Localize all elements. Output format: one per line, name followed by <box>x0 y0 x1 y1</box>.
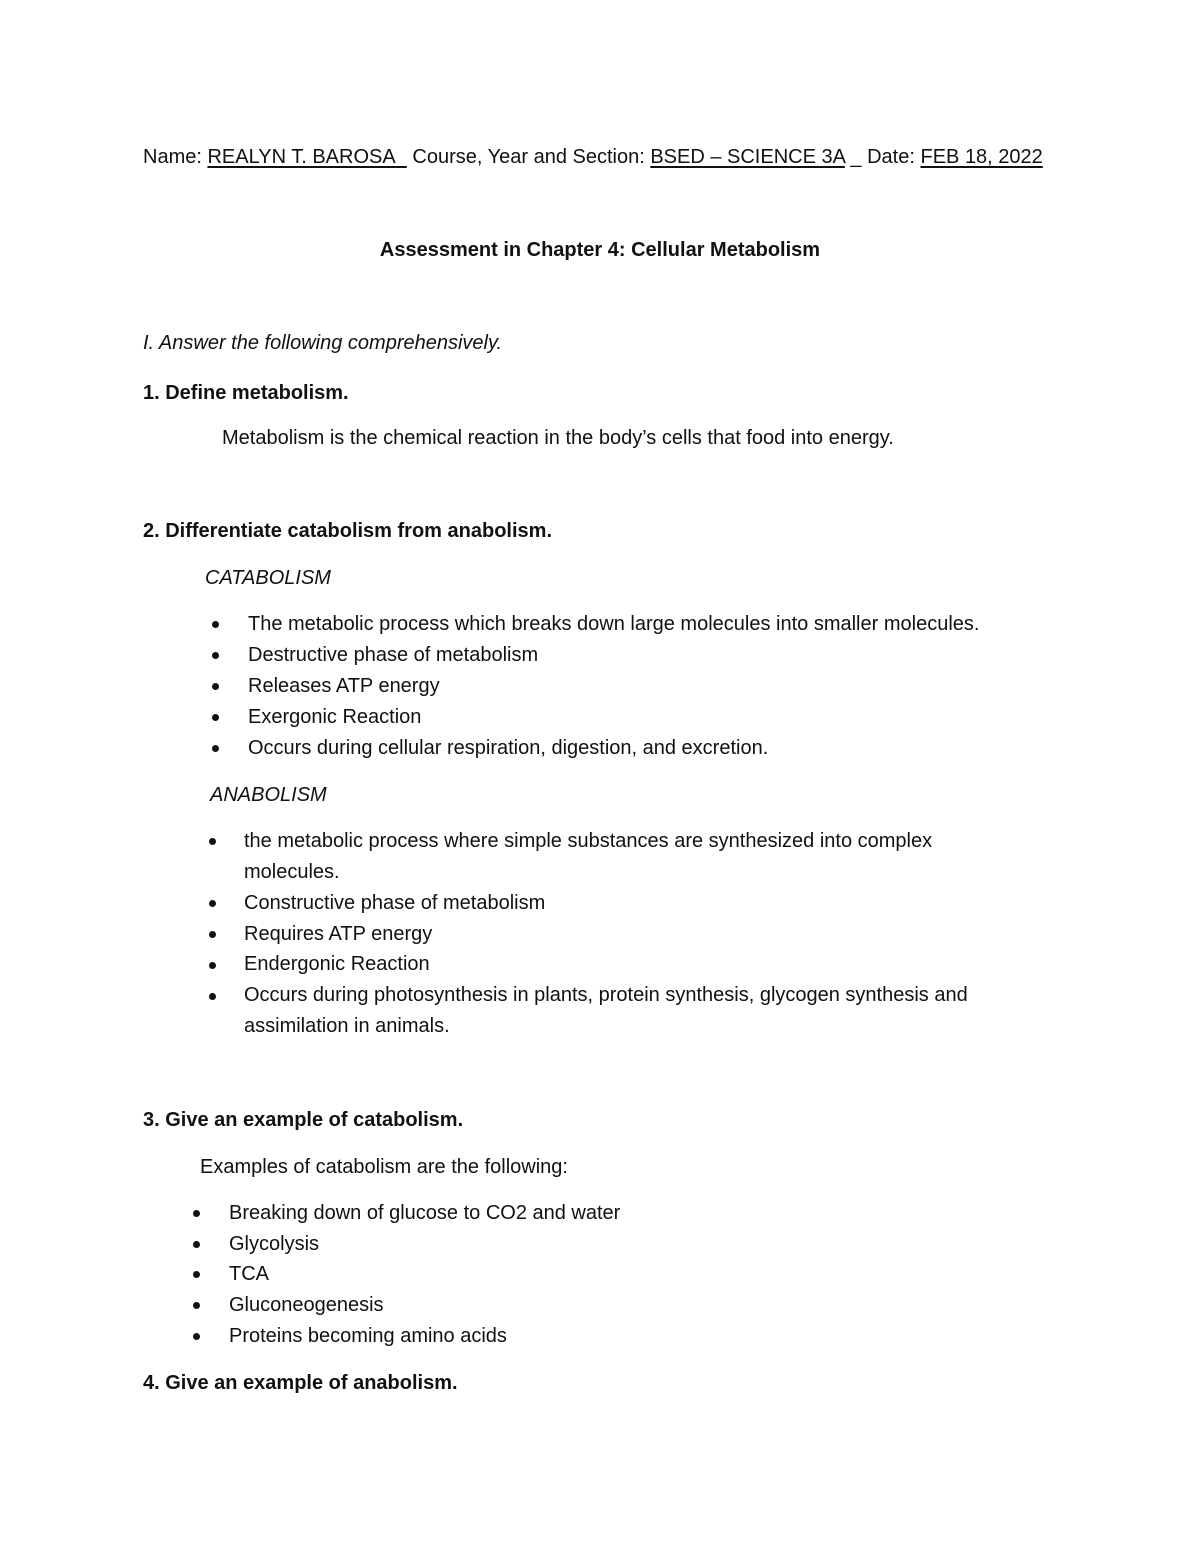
bullet-icon <box>209 931 216 938</box>
examples-intro: Examples of catabolism are the following: <box>200 1156 568 1178</box>
bullet-icon <box>193 1210 200 1217</box>
list-item: Requires ATP energy <box>244 923 433 945</box>
list-item: Endergonic Reaction <box>244 953 430 975</box>
bullet-icon <box>209 962 216 969</box>
bullet-icon <box>193 1302 200 1309</box>
list-item: Exergonic Reaction <box>248 706 422 728</box>
question-3: 3. Give an example of catabolism. <box>143 1109 464 1131</box>
list-item: The metabolic process which breaks down large molecules into smaller molecules. <box>248 613 980 635</box>
bullet-icon <box>209 993 216 1000</box>
list-item-continuation: molecules. <box>244 861 340 883</box>
list-item: Occurs during photosynthesis in plants, protein synthesis, glycogen synthesis and <box>244 984 968 1006</box>
list-item: Occurs during cellular respiration, digestion, and excretion. <box>248 737 769 759</box>
name-value: REALYN T. BAROSA <box>207 146 396 168</box>
bullet-icon <box>193 1241 200 1248</box>
bullet-icon <box>212 745 219 752</box>
separator: _ <box>850 146 862 168</box>
list-item-continuation: assimilation in animals. <box>244 1015 450 1037</box>
name-label: Name: <box>143 146 202 168</box>
catabolism-heading: CATABOLISM <box>205 567 331 589</box>
bullet-icon <box>212 683 219 690</box>
bullet-icon <box>209 900 216 907</box>
question-2: 2. Differentiate catabolism from anabolism. <box>143 520 552 542</box>
date-label: Date: <box>867 146 915 168</box>
instruction: I. Answer the following comprehensively. <box>143 332 503 354</box>
list-item: Proteins becoming amino acids <box>229 1325 507 1347</box>
list-item: Glycolysis <box>229 1233 320 1255</box>
bullet-icon <box>212 621 219 628</box>
list-item: Gluconeogenesis <box>229 1294 384 1316</box>
answer-1: Metabolism is the chemical reaction in the body’s cells that food into energy. <box>222 427 894 449</box>
list-item: Releases ATP energy <box>248 675 440 697</box>
list-item: Breaking down of glucose to CO2 and water <box>229 1202 621 1224</box>
bullet-icon <box>193 1271 200 1278</box>
course-label: Course, Year and Section: <box>412 146 645 168</box>
bullet-icon <box>212 714 219 721</box>
header-line <box>143 145 1043 169</box>
bullet-icon <box>209 838 216 845</box>
document-title: Assessment in Chapter 4: Cellular Metabolism <box>379 239 821 261</box>
question-4: 4. Give an example of anabolism. <box>143 1372 458 1394</box>
course-value: BSED – SCIENCE 3A <box>650 146 845 168</box>
date-value: FEB 18, 2022 <box>920 146 1043 168</box>
bullet-icon <box>212 652 219 659</box>
anabolism-heading: ANABOLISM <box>210 784 327 806</box>
list-item: Constructive phase of metabolism <box>244 892 546 914</box>
bullet-icon <box>193 1333 200 1340</box>
list-item: Destructive phase of metabolism <box>248 644 539 666</box>
list-item: the metabolic process where simple substances are synthesized into complex <box>244 830 933 852</box>
question-1: 1. Define metabolism. <box>143 382 349 404</box>
list-item: TCA <box>229 1263 269 1285</box>
